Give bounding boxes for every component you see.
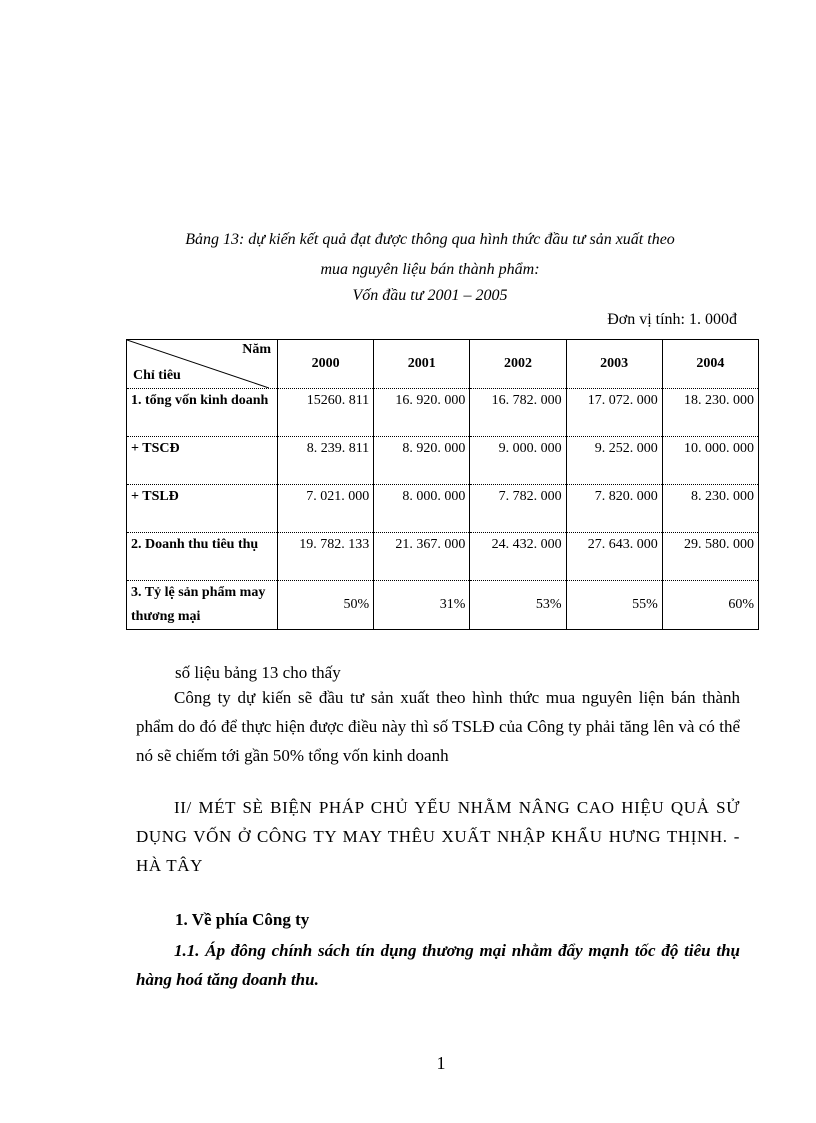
- table-row: [127, 437, 759, 485]
- table-cell: 24. 432. 000: [470, 533, 566, 581]
- table-cell: 18. 230. 000: [662, 389, 758, 437]
- table-cell: 16. 782. 000: [470, 389, 566, 437]
- table-cell: 8. 230. 000: [662, 485, 758, 533]
- table-cell: 21. 367. 000: [374, 533, 470, 581]
- year-header: 2004: [662, 340, 758, 389]
- table-row: [127, 581, 759, 630]
- table-cell: 17. 072. 000: [566, 389, 662, 437]
- table-caption-line-3: Vốn đầu tư 2001 – 2005: [352, 287, 508, 304]
- table-row: [127, 389, 759, 437]
- table-row: [127, 485, 759, 533]
- year-header: 2001: [374, 340, 470, 389]
- diagonal-header-cell: [127, 340, 278, 389]
- table-cell: 31%: [374, 581, 470, 630]
- table-cell: 27. 643. 000: [566, 533, 662, 581]
- subsection-title: 1.1. Áp đông chính sách tín dụng thương mại nhằm đẩy mạnh tốc độ tiêu thụ hàng hoá tăng doanh thu.: [136, 941, 740, 989]
- year-header: 2002: [470, 340, 566, 389]
- table-cell: 60%: [662, 581, 758, 630]
- table-cell: 9. 252. 000: [566, 437, 662, 485]
- table-cell: 15260. 811: [278, 389, 374, 437]
- header-year-label: Năm: [242, 342, 271, 357]
- table-cell: 10. 000. 000: [662, 437, 758, 485]
- header-indicator-label: Chỉ tiêu: [133, 368, 181, 383]
- table-cell: 29. 580. 000: [662, 533, 758, 581]
- unit-label: Đơn vị tính: 1. 000đ: [607, 311, 737, 328]
- table-cell: 8. 920. 000: [374, 437, 470, 485]
- table-caption-line-2: mua nguyên liệu bán thành phẩm:: [320, 261, 540, 278]
- table-cell: 50%: [278, 581, 374, 630]
- table-cell: 55%: [566, 581, 662, 630]
- table-cell: 19. 782. 133: [278, 533, 374, 581]
- row-label: + TSLĐ: [127, 485, 278, 533]
- table-cell: 7. 782. 000: [470, 485, 566, 533]
- row-label: 2. Doanh thu tiêu thụ: [127, 533, 278, 581]
- section-heading: II/ MÉT SÈ BIỆN PHÁP CHỦ YẾU NHẰM NÂNG CAO HIỆU QUẢ SỬ DỤNG VỐN Ở CÔNG TY MAY THÊU XUẤT NHẬP KHẨU HƯNG THỊNH. - HÀ TÂY: [136, 798, 740, 875]
- table-cell: 16. 920. 000: [374, 389, 470, 437]
- body-paragraph: Công ty dự kiến sẽ đầu tư sản xuất theo hình thức mua nguyên liện bán thành phẩm do đó để thực hiện được điều này thì số TSLĐ của Công ty phải tăng lên và có thể nó sẽ chiếm tới gần 50% tổng vốn kinh doanh: [136, 688, 740, 765]
- data-table: [126, 339, 759, 630]
- row-label: 3. Tỷ lệ sản phẩm may thương mại: [127, 581, 278, 630]
- row-label: + TSCĐ: [127, 437, 278, 485]
- page-number: 1: [436, 1053, 446, 1073]
- table-cell: 7. 820. 000: [566, 485, 662, 533]
- table-row: [127, 533, 759, 581]
- table-cell: 8. 239. 811: [278, 437, 374, 485]
- year-header: 2003: [566, 340, 662, 389]
- year-header: 2000: [278, 340, 374, 389]
- table-note: số liệu bảng 13 cho thấy: [175, 663, 341, 682]
- row-label: 1. tổng vốn kinh doanh: [127, 389, 278, 437]
- table-caption-line-1: Bảng 13: dự kiến kết quả đạt được thông qua hình thức đầu tư sản xuất theo: [185, 231, 675, 248]
- table-cell: 7. 021. 000: [278, 485, 374, 533]
- table-cell: 53%: [470, 581, 566, 630]
- table-cell: 9. 000. 000: [470, 437, 566, 485]
- table-cell: 8. 000. 000: [374, 485, 470, 533]
- table-header-row: [127, 340, 759, 389]
- subsection-heading: 1. Về phía Công ty: [175, 910, 310, 929]
